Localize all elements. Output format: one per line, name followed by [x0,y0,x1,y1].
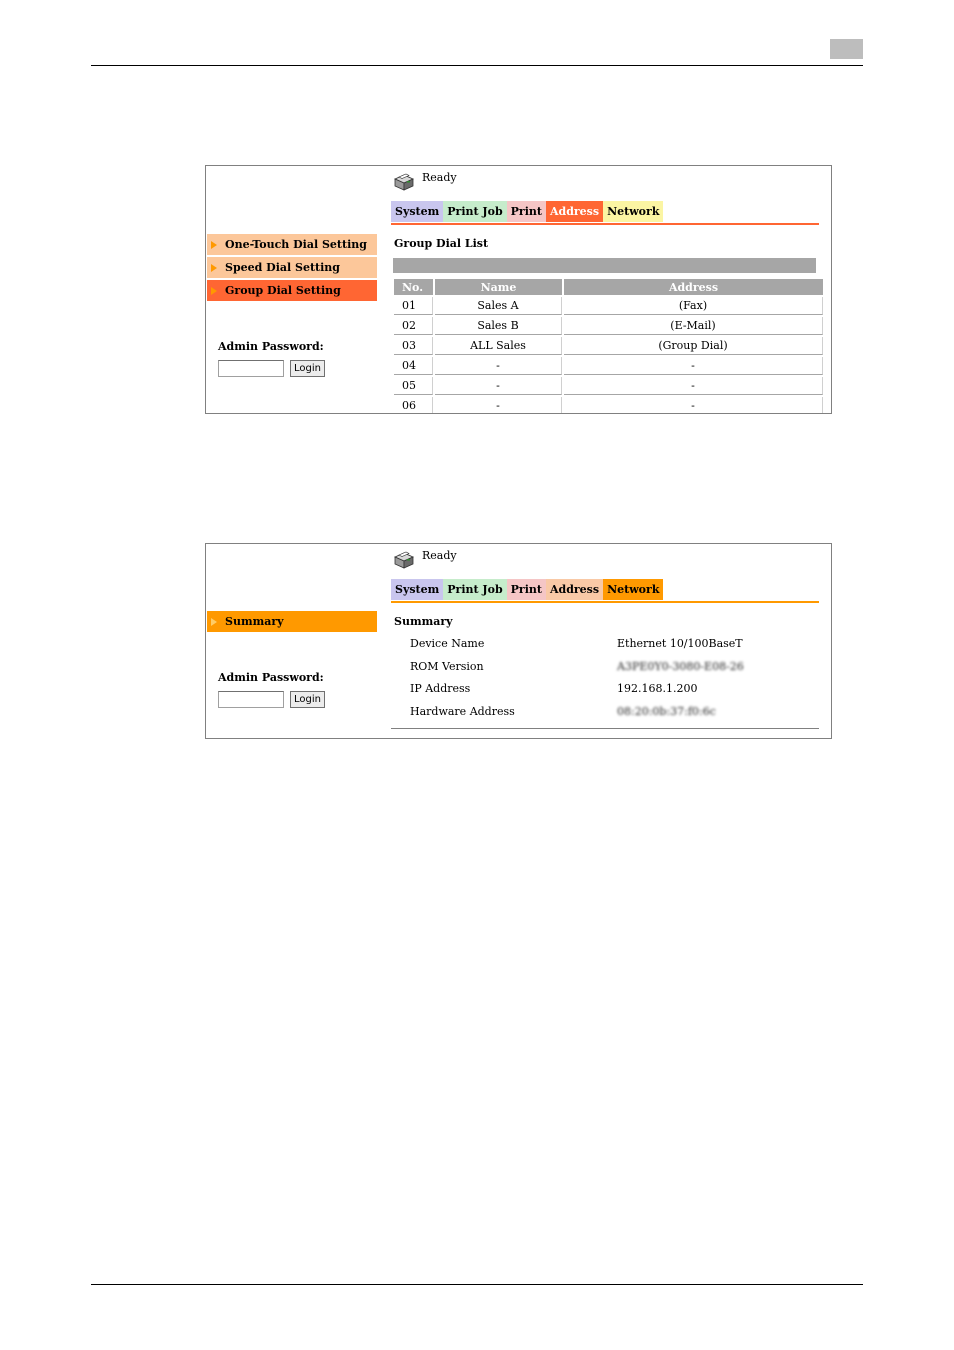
col-header-no: No. [394,279,433,295]
cell-address: (Group Dial) [564,337,823,355]
summary-row-rom-version [410,660,744,683]
menu-item-speed-dial[interactable] [207,257,377,278]
menu-item-one-touch-dial[interactable] [207,234,377,255]
tab-print-job[interactable]: Print Job [443,201,506,222]
cell-address: - [564,397,823,414]
table-row [394,297,823,315]
page-number-tab [830,39,863,59]
cell-no: 02 [394,317,433,335]
top-tabs [391,201,663,222]
cell-no: 03 [394,337,433,355]
section-title: Group Dial List [394,237,489,250]
arrow-right-icon [211,287,217,295]
tab-network[interactable]: Network [603,579,663,600]
cell-name: ALL Sales [435,337,562,355]
summary-label: Hardware Address [410,704,515,718]
tab-system[interactable]: System [391,579,443,600]
cell-name: - [435,357,562,375]
cell-address: (E-Mail) [564,317,823,335]
summary-value: Ethernet 10/100BaseT [617,637,743,650]
tab-underline [391,601,819,603]
tab-print[interactable]: Print [507,201,546,222]
screenshot-network-summary [205,543,832,739]
col-header-name: Name [435,279,562,295]
cell-name: Sales B [435,317,562,335]
admin-password-input[interactable] [218,360,284,377]
cell-name: Sales A [435,297,562,315]
arrow-right-icon [211,241,217,249]
summary-list [410,637,744,727]
tab-system[interactable]: System [391,201,443,222]
arrow-right-icon [211,264,217,272]
tab-underline [391,223,819,225]
cell-no: 05 [394,377,433,395]
side-menu [207,234,377,303]
printer-icon [392,547,416,571]
tab-network[interactable]: Network [603,201,663,222]
printer-icon [392,169,416,193]
login-button[interactable]: Login [290,691,325,708]
table-row [394,377,823,395]
table-row [394,357,823,375]
screenshot-group-dial [205,165,832,414]
table-row [394,337,823,355]
section-title: Summary [394,615,453,628]
tab-print[interactable]: Print [507,579,546,600]
cell-address: - [564,377,823,395]
top-tabs [391,579,663,600]
table-row [394,317,823,335]
status-text: Ready [422,549,457,562]
admin-login [218,671,325,708]
summary-label: Device Name [410,637,485,650]
table-caption-bar [393,258,816,273]
menu-item-label: Summary [225,615,284,628]
summary-label: ROM Version [410,659,484,673]
admin-password-label: Admin Password: [218,671,324,684]
tab-address[interactable]: Address [546,579,603,600]
status-area [392,169,457,195]
page-top-rule [91,65,863,66]
menu-item-summary[interactable] [207,611,377,632]
cell-name: - [435,377,562,395]
admin-password-label: Admin Password: [218,340,324,353]
status-area [392,547,457,573]
group-dial-table [392,277,825,414]
table-row [394,397,823,414]
summary-row-hardware-address [410,705,744,728]
cell-no: 04 [394,357,433,375]
summary-value: 192.168.1.200 [617,682,698,695]
tab-address[interactable]: Address [546,201,603,222]
page-bottom-rule [91,1284,863,1285]
cell-address: (Fax) [564,297,823,315]
summary-row-device-name [410,637,744,660]
menu-item-label: Group Dial Setting [225,284,341,297]
summary-row-ip-address [410,682,744,705]
admin-login [218,340,325,377]
login-button[interactable]: Login [290,360,325,377]
col-header-address: Address [564,279,823,295]
admin-password-input[interactable] [218,691,284,708]
arrow-right-icon [211,618,217,626]
menu-item-label: Speed Dial Setting [225,261,340,274]
menu-item-label: One-Touch Dial Setting [225,238,367,251]
cell-no: 01 [394,297,433,315]
cell-address: - [564,357,823,375]
cell-no: 06 [394,397,433,414]
side-menu [207,611,377,634]
summary-value: 08:20:0b:37:f0:6c [617,704,716,718]
cell-name: - [435,397,562,414]
status-text: Ready [422,171,457,184]
summary-value: A3PE0Y0-3080-E08-26 [617,659,744,673]
summary-bottom-rule [391,728,819,729]
tab-print-job[interactable]: Print Job [443,579,506,600]
menu-item-group-dial[interactable] [207,280,377,301]
summary-label: IP Address [410,682,471,695]
